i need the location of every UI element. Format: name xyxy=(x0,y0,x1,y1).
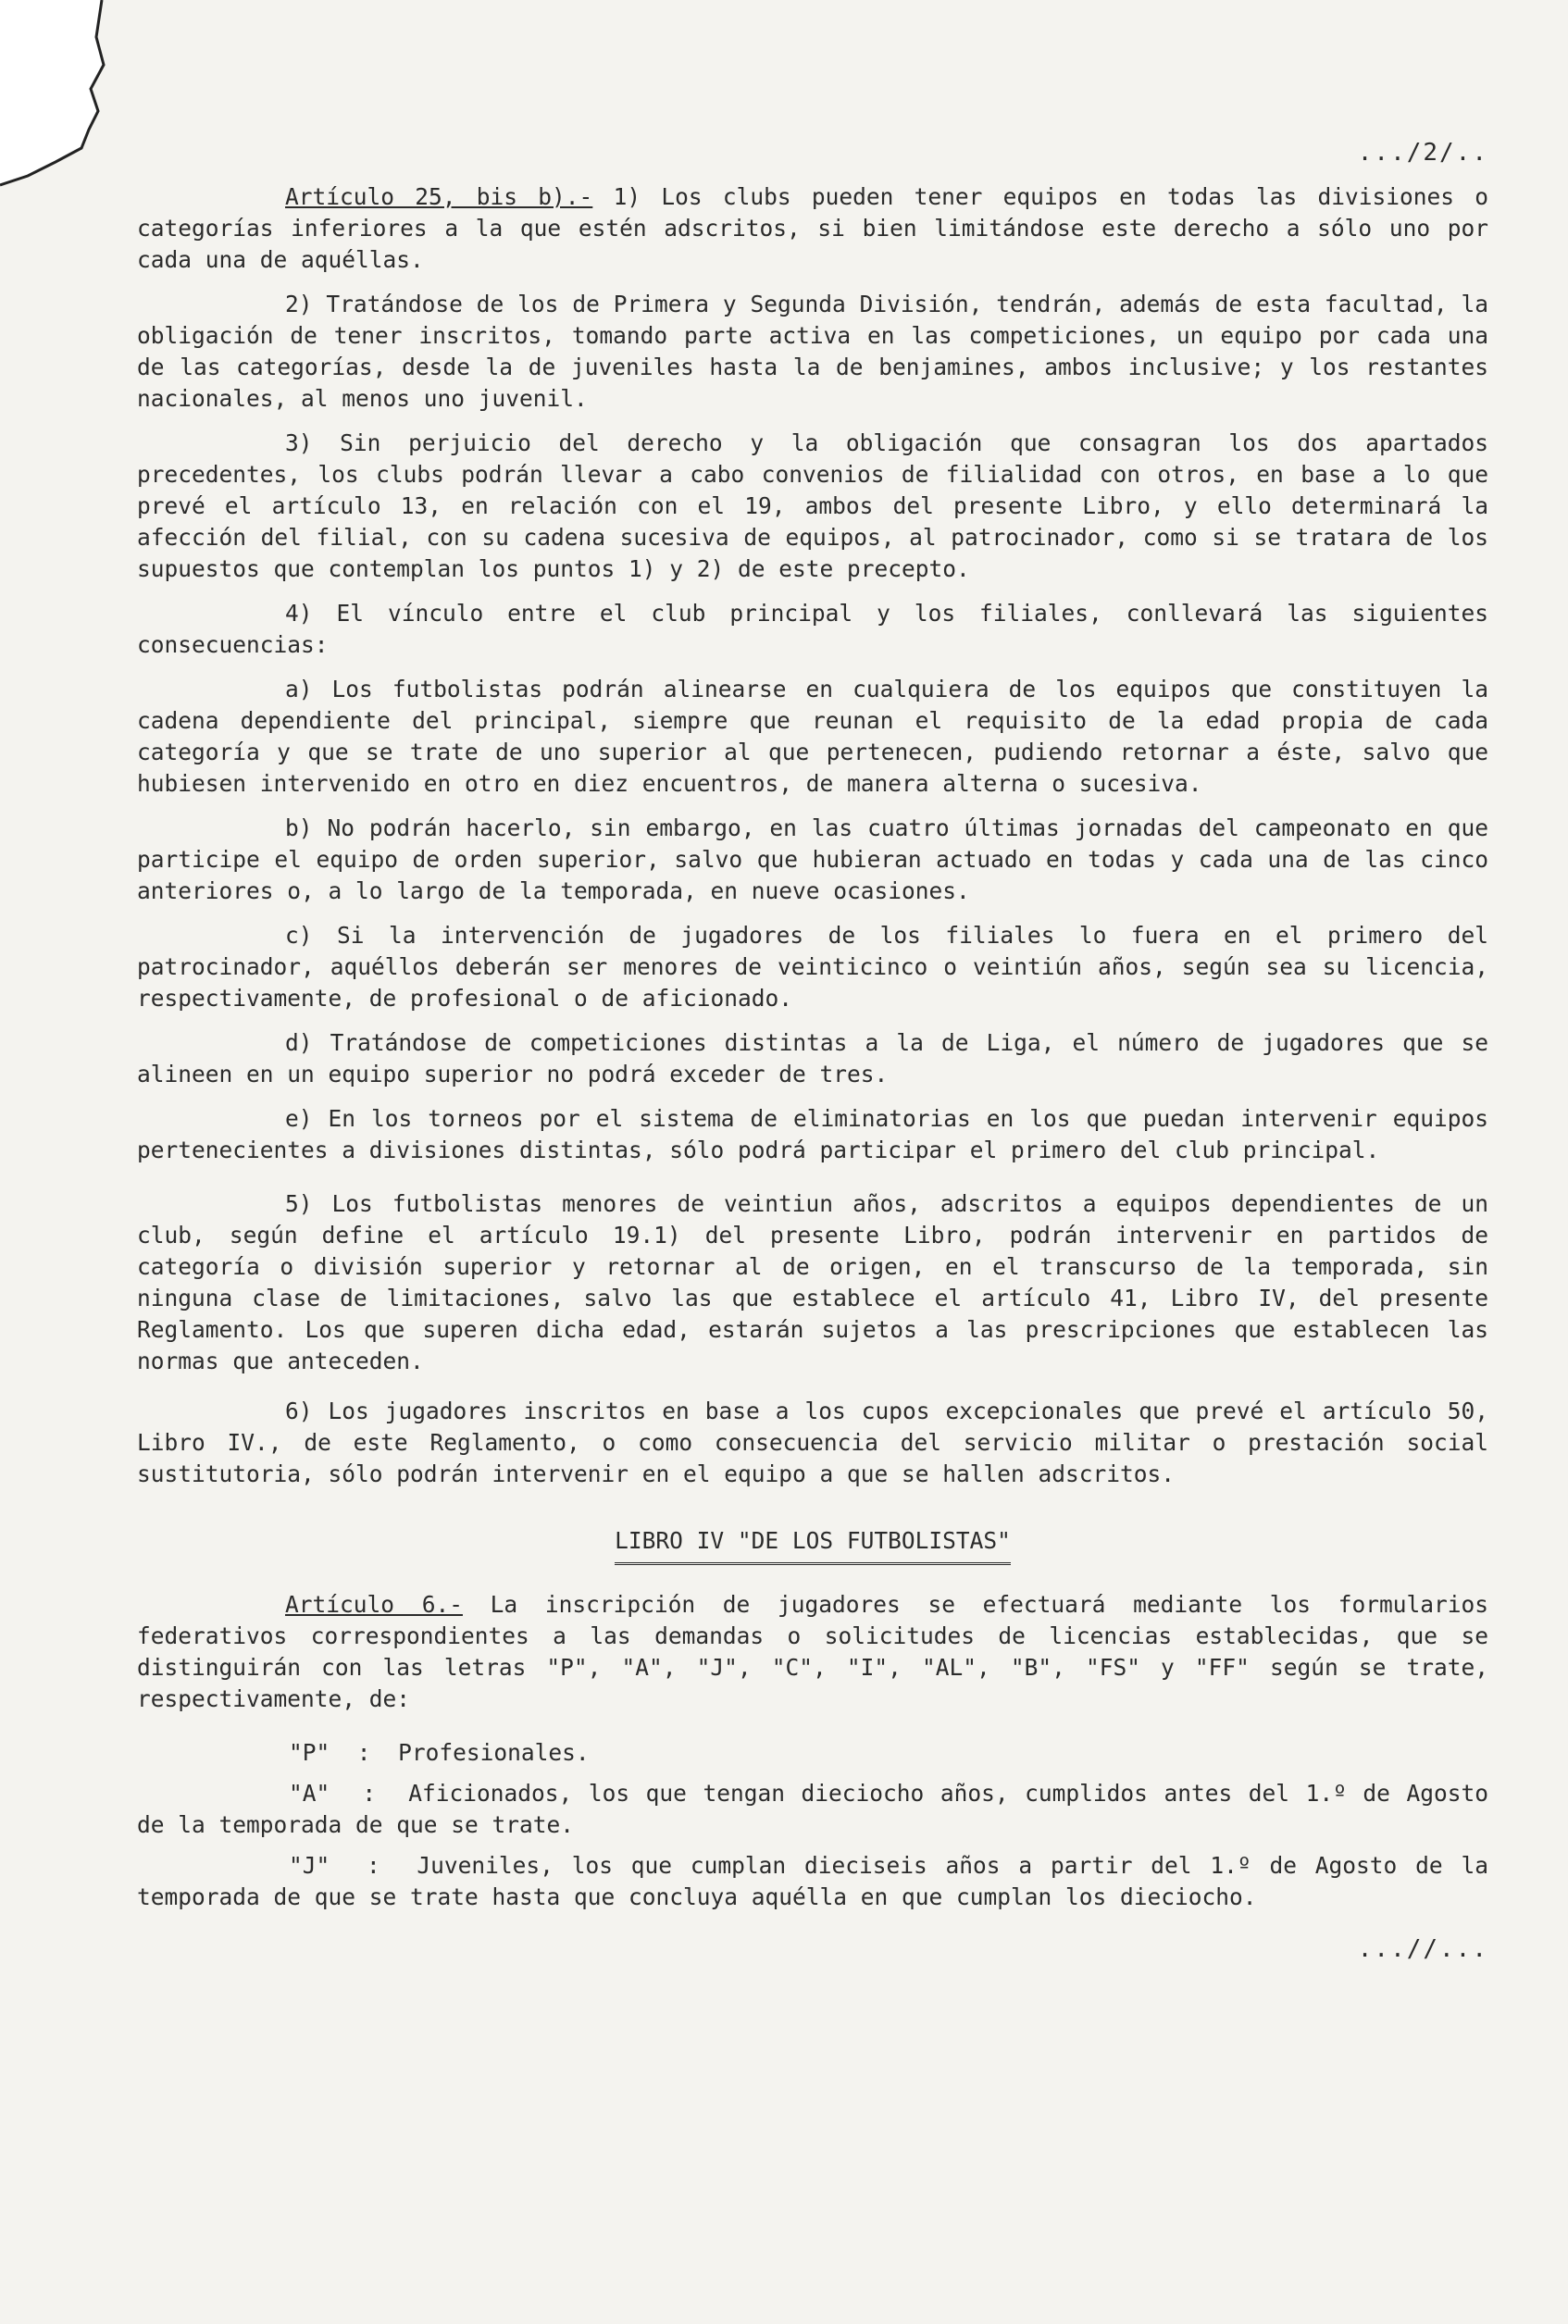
article-25-para-5: 5) Los futbolistas menores de veintiun años, adscritos a equipos dependientes de un club, según define el artículo 19.1) del presente Libro, podrán intervenir en partidos de categoría o división superior y retornar al de origen, en el transcurso de la temporada, sin ninguna clase de limitaciones, salvo las que establece el artículo 41, Libro IV, del presente Reglamento. Los que superen dicha edad, estarán sujetos a las prescripciones que establecen las normas que anteceden. xyxy=(137,1190,1488,1374)
book-title-text: LIBRO IV "DE LOS FUTBOLISTAS" xyxy=(615,1525,1011,1565)
article-25-para-6: 6) Los jugadores inscritos en base a los cupos excepcionales que prevé el artículo 50, Libro IV., de este Reglamento, o como consecuencia del servicio militar o prestación social sustitutoria, sólo podrán intervenir en el equipo a que se hallen adscritos. xyxy=(137,1398,1488,1487)
definition-item xyxy=(137,1850,1488,1913)
article-25-para-1-text: 1) Los clubs pueden tener equipos en todas las divisiones o categorías inferiores a la que estén adscritos, si bien limitándose este derecho a sólo uno por cada una de aquéllas. xyxy=(137,183,1488,273)
article-25-para-3: 3) Sin perjuicio del derecho y la obligación que consagran los dos apartados precedentes, los clubs podrán llevar a cabo convenios de filialidad con otros, en base a lo que prevé el artículo 13, en relación con el 19, ambos del presente Libro, y ello determinará la afección del filial, con su cadena sucesiva de equipos, al patrocinador, como si se tratara de los supuestos que contemplan los puntos 1) y 2) de este precepto. xyxy=(137,429,1488,582)
definition-label: "A" xyxy=(289,1780,330,1807)
article-25-para-4d: d) Tratándose de competiciones distintas a la de Liga, el número de jugadores que se alineen en un equipo superior no podrá exceder de tres. xyxy=(137,1029,1488,1087)
article-6-intro-text: La inscripción de jugadores se efectuará mediante los formularios federativos correspondientes a las demandas o solicitudes de licencias establecidas, que se distinguirán con las letras "P", "A", "J", "C", "I", "AL", "B", "FS" y "FF" según se trate, respectivamente, de: xyxy=(137,1591,1488,1712)
article-25-para-4: 4) El vínculo entre el club principal y los filiales, conllevará las siguientes consecuencias: xyxy=(137,600,1488,658)
definition-text: Profesionales. xyxy=(398,1739,590,1766)
torn-corner xyxy=(0,0,130,222)
page-reference-bottom: ...//... xyxy=(1357,1935,1488,1963)
definition-separator: : xyxy=(348,1852,399,1879)
article-25-para-4e: e) En los torneos por el sistema de eliminatorias en los que puedan intervenir equipos pertenecientes a divisiones distintas, sólo podrá participar el primero del club principal. xyxy=(137,1105,1488,1163)
article-25-para-4a: a) Los futbolistas podrán alinearse en cualquiera de los equipos que constituyen la cadena dependiente del principal, siempre que reunan el requisito de la edad propia de cada categoría y que se trate de uno superior al que pertenecen, pudiendo retornar a éste, salvo que hubiesen intervenido en otro en diez encuentros, de manera alterna o sucesiva. xyxy=(137,676,1488,797)
definition-label: "J" xyxy=(289,1852,330,1879)
article-25-para-4c: c) Si la intervención de jugadores de los filiales lo fuera en el primero del patrocinador, aquéllos deberán ser menores de veinticinco o veintiún años, según sea su licencia, respectivamente, de profesional o de aficionado. xyxy=(137,922,1488,1012)
definition-text: Juveniles, los que cumplan dieciseis años a partir del 1.º de Agosto de la temporada de que se trate hasta que concluya aquélla en que cumplan los dieciocho. xyxy=(137,1852,1488,1910)
article-25-para-2: 2) Tratándose de los de Primera y Segunda División, tendrán, además de esta facultad, la obligación de tener inscritos, tomando parte activa en las competiciones, un equipo por cada una de las categorías, desde la de juveniles hasta la de benjamines, ambos inclusive; y los restantes nacionales, al menos uno juvenil. xyxy=(137,291,1488,412)
document-body xyxy=(137,137,1488,1965)
article-25-para-1 xyxy=(137,181,1488,276)
article-6-intro xyxy=(137,1589,1488,1715)
definition-text: Aficionados, los que tengan dieciocho años, cumplidos antes del 1.º de Agosto de la temporada de que se trate. xyxy=(137,1780,1488,1838)
article-25-heading: Artículo 25, bis b).- xyxy=(285,183,593,210)
definition-separator: : xyxy=(345,1780,392,1807)
book-title xyxy=(137,1525,1488,1565)
definition-label: "P" xyxy=(289,1739,330,1766)
definition-item xyxy=(137,1778,1488,1841)
article-25-para-4b: b) No podrán hacerlo, sin embargo, en las cuatro últimas jornadas del campeonato en que participe el equipo de orden superior, salvo que hubieran actuado en todas y cada una de las cinco anteriores o, a lo largo de la temporada, en nueve ocasiones. xyxy=(137,814,1488,904)
page-reference-top: .../2/.. xyxy=(1357,139,1488,167)
definition-separator: : xyxy=(343,1739,385,1766)
article-6-heading: Artículo 6.- xyxy=(285,1591,463,1618)
definition-item xyxy=(137,1737,1488,1769)
